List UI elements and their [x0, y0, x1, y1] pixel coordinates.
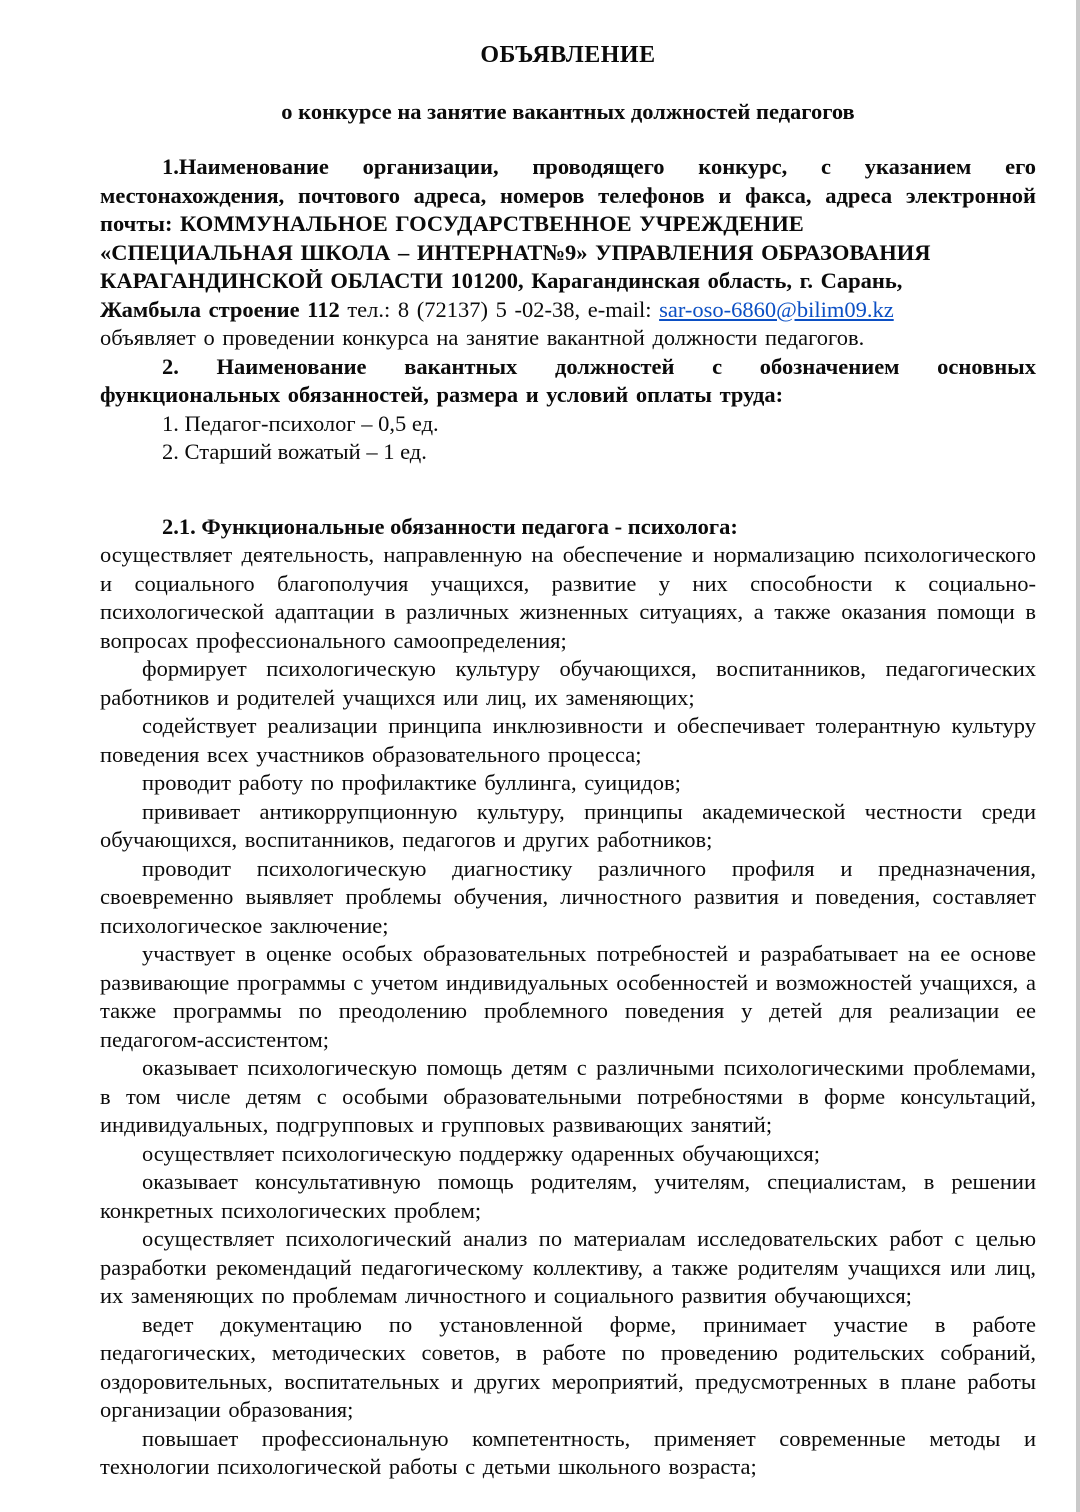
- org-phone-text: тел.: 8 (72137) 5 -02-38, e-mail:: [347, 296, 652, 322]
- duties-heading: 2.1. Функциональные обязанности педагога - психолога:: [162, 513, 738, 539]
- duty-paragraph: проводит психологическую диагностику различного профиля и предназначения, своевременно выявляет проблемы обучения, личностного развития и поведения, составляет психологическое заключение;: [100, 855, 1036, 938]
- vacancy-list-item: 1. Педагог-психолог – 0,5 ед.: [162, 410, 439, 436]
- duty-paragraph: оказывает психологическую помощь детям с различными психологическими проблемами, в том числе детям с особыми образовательными потребностями в форме консультаций, индивидуальных, подгрупповых и групповых развивающих занятий;: [100, 1055, 1036, 1137]
- duty-paragraph: участвует в оценке особых образовательных потребностей и разрабатывает на ее основе развивающие программы с учетом индивидуальных особенностей и возможностей учащихся, а также программы по преодолению проблемного поведения у детей для реализации ее педагогом-ассистентом;: [100, 941, 1036, 1052]
- org-address-bold: Жамбыла строение 112: [100, 296, 340, 322]
- duties-section: [100, 541, 1036, 1482]
- org-info-line: 1.Наименование организации, проводящего конкурс, с указанием его: [162, 154, 1036, 179]
- vacancies-section: [100, 353, 1036, 467]
- duty-paragraph: формирует психологическую культуру обучающихся, воспитанников, педагогических работников и родителей учащихся или лиц, их заменяющих;: [100, 656, 1036, 710]
- org-name-line: почты: КОММУНАЛЬНОЕ ГОСУДАРСТВЕННОЕ УЧРЕЖДЕНИЕ: [100, 211, 804, 236]
- doc-title: ОБЪЯВЛЕНИЕ: [480, 42, 656, 68]
- org-contact-line: [100, 296, 1036, 325]
- duty-paragraph: осуществляет психологический анализ по материалам исследовательских работ с целью разработки рекомендаций педагогическому коллективу, а также родителям учащихся или лиц, их заменяющих по проблемам личностного и социального развития обучающихся;: [100, 1226, 1036, 1308]
- vacancy-list-item: 2. Старший вожатый – 1 ед.: [162, 439, 427, 464]
- duty-paragraph: прививает антикоррупционную культуру, принципы академической честности среди обучающихся, воспитанников, педагогов и других работников;: [100, 798, 1036, 852]
- duty-paragraph: повышает профессиональную компетентность, применяет современные методы и технологии психологической работы с детьми школьного возраста;: [100, 1425, 1036, 1479]
- duty-paragraph: ведет документацию по установленной форме, принимает участие в работе педагогических, методических советов, в работе по проведению родительских собраний, оздоровительных, воспитательных и других мероприятий, предусмотренных в плане работы организации образования;: [100, 1311, 1036, 1422]
- duty-paragraph: содействует реализации принципа инклюзивности и обеспечивает толерантную культуру поведения всех участников образовательного процесса;: [100, 713, 1036, 767]
- doc-subtitle: о конкурсе на занятие вакантных должностей педагогов: [281, 99, 855, 124]
- vacancies-heading-line: 2. Наименование вакантных должностей с обозначением основных: [162, 353, 1036, 379]
- org-info-paragraph: [100, 153, 1036, 353]
- duty-paragraph: осуществляет деятельность, направленную на обеспечение и нормализацию психологического и социального благополучия учащихся, развитие у них способности к социально-психологической адаптации в различных жизненных ситуациях, а также оказания помощи в вопросах профессионального самоопределения;: [100, 542, 1036, 653]
- org-name-line: «СПЕЦИАЛЬНАЯ ШКОЛА – ИНТЕРНАТ№9» УПРАВЛЕНИЯ ОБРАЗОВАНИЯ: [100, 239, 931, 265]
- org-address-line: КАРАГАНДИНСКОЙ ОБЛАСТИ 101200, Карагандинская область, г. Сарань,: [100, 268, 903, 293]
- email-link[interactable]: sar-oso-6860@bilim09.kz: [659, 296, 894, 322]
- org-info-line: местонахождения, почтового адреса, номеров телефонов и факса, адреса электронной: [100, 182, 1036, 208]
- duty-paragraph: оказывает консультативную помощь родителям, учителям, специалистам, в решении конкретных психологических проблем;: [100, 1169, 1036, 1223]
- announcement-line: объявляет о проведении конкурса на занятие вакантной должности педагогов.: [100, 325, 865, 350]
- scrollbar-track: [1076, 0, 1080, 1512]
- duty-paragraph: осуществляет психологическую поддержку одаренных обучающихся;: [142, 1140, 821, 1166]
- duty-paragraph: проводит работу по профилактике буллинга, суицидов;: [142, 770, 681, 795]
- vacancies-heading-line: функциональных обязанностей, размера и условий оплаты труда:: [100, 382, 784, 407]
